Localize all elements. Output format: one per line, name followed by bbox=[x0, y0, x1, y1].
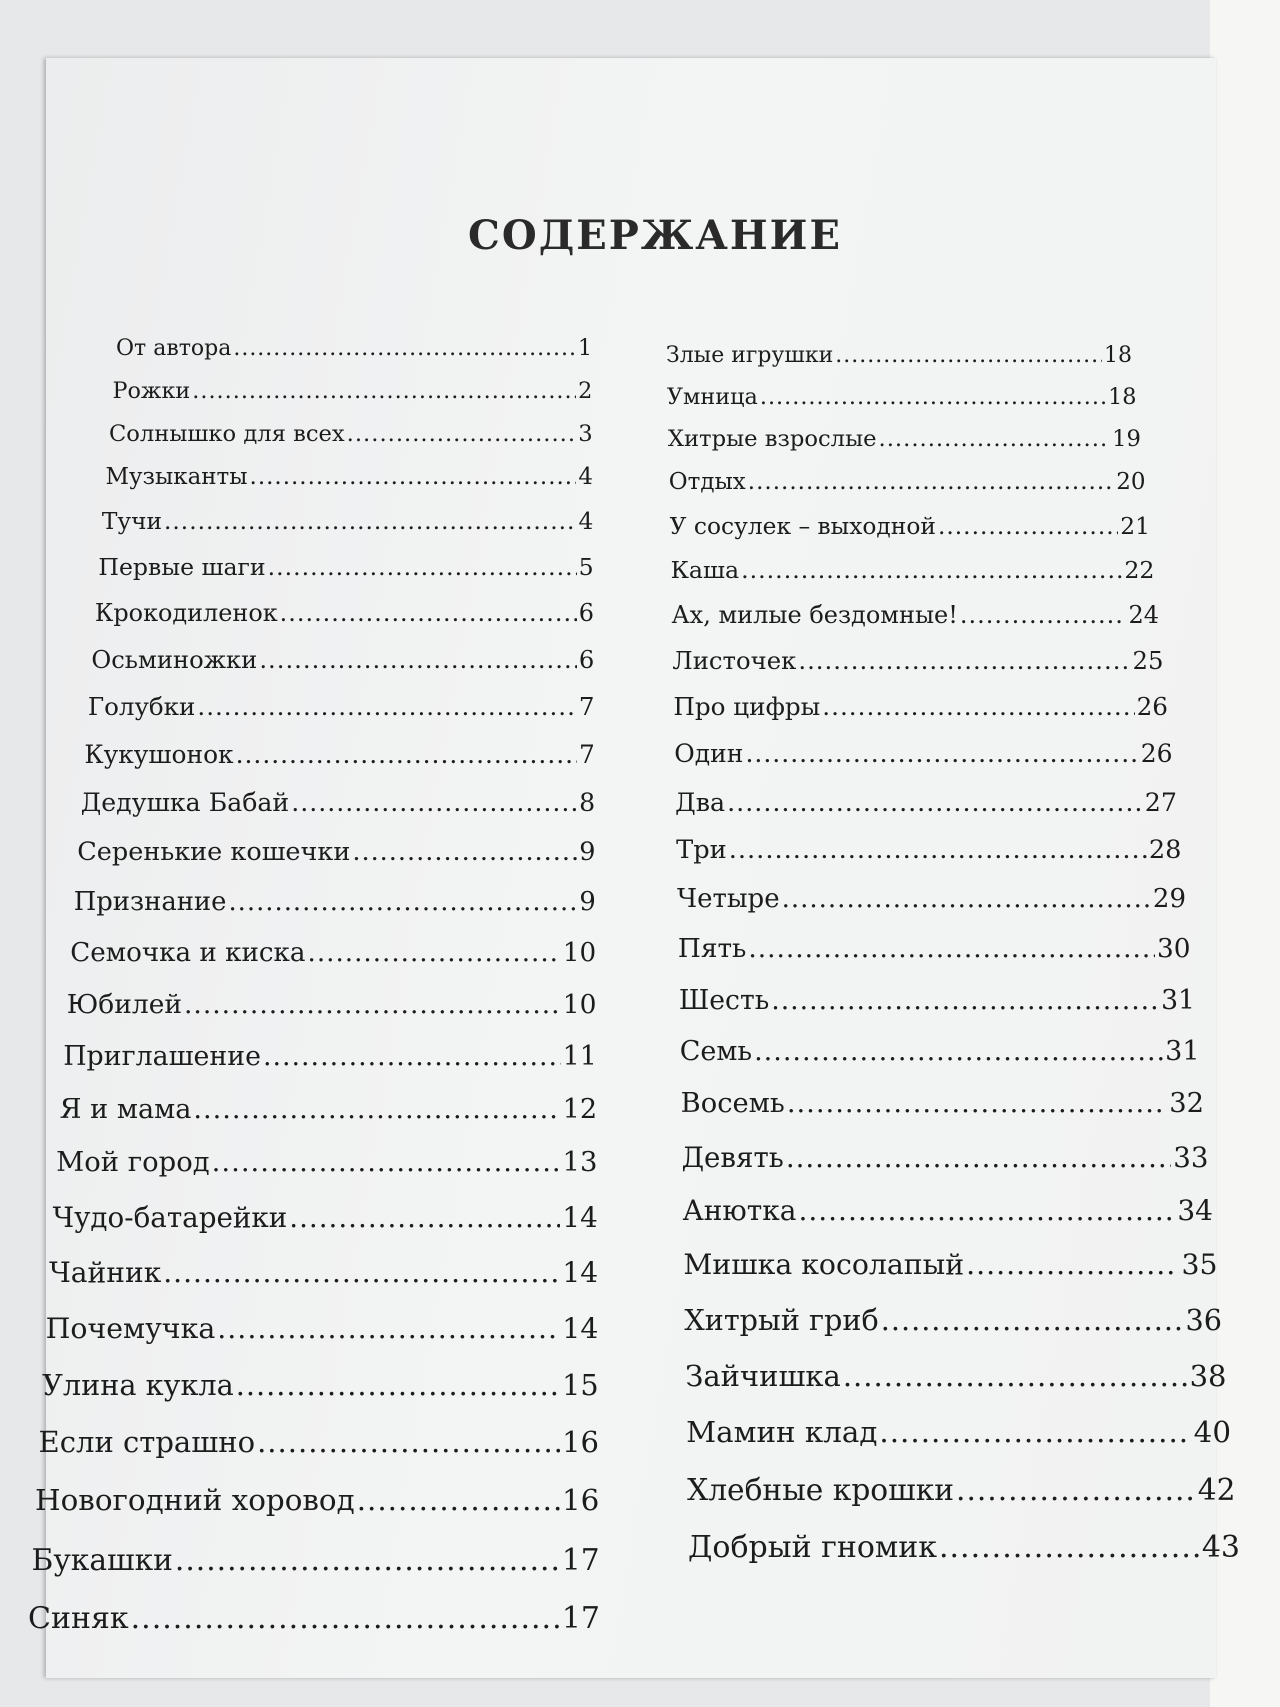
toc-entry bbox=[683, 1248, 1217, 1281]
toc-entry bbox=[668, 426, 1141, 452]
toc-entry-page-number: 36 bbox=[1185, 1303, 1222, 1337]
toc-dot-leader bbox=[741, 556, 1122, 584]
toc-entry-title: Два bbox=[675, 787, 726, 817]
toc-entry-page-number: 5 bbox=[578, 553, 594, 581]
toc-entry-title: Музыканты bbox=[105, 464, 248, 491]
toc-entry bbox=[675, 787, 1177, 817]
toc-entry-title: Отдых bbox=[668, 468, 746, 495]
toc-entry-title: Букашки bbox=[31, 1541, 173, 1577]
toc-entry bbox=[67, 989, 597, 1020]
toc-entry-page-number: 30 bbox=[1156, 934, 1191, 965]
toc-entry bbox=[673, 692, 1168, 721]
toc-entry bbox=[109, 421, 593, 447]
toc-dot-leader bbox=[257, 1425, 560, 1459]
toc-entry bbox=[95, 599, 594, 627]
toc-dot-leader bbox=[748, 469, 1114, 495]
toc-entry-page-number: 33 bbox=[1173, 1140, 1209, 1174]
toc-entry bbox=[84, 740, 595, 769]
toc-entry bbox=[49, 1256, 598, 1289]
toc-dot-leader bbox=[960, 601, 1127, 629]
toc-entry bbox=[666, 343, 1132, 368]
toc-entry bbox=[60, 1094, 597, 1125]
toc-dot-leader bbox=[798, 1194, 1175, 1227]
toc-dot-leader bbox=[192, 378, 576, 404]
toc-dot-leader bbox=[956, 1472, 1196, 1507]
toc-entry bbox=[680, 1036, 1200, 1067]
toc-dot-leader bbox=[879, 426, 1111, 452]
toc-dot-leader bbox=[175, 1542, 560, 1577]
toc-entry-title: Юбилей bbox=[66, 988, 183, 1020]
toc-entry-page-number: 12 bbox=[562, 1093, 598, 1125]
toc-entry-title: Кукушонок bbox=[84, 739, 234, 769]
toc-entry-page-number: 3 bbox=[578, 420, 593, 447]
toc-entry-title: Чудо-батарейки bbox=[52, 1201, 288, 1235]
toc-dot-leader bbox=[347, 421, 577, 447]
toc-dot-leader bbox=[131, 1601, 560, 1636]
toc-entry bbox=[677, 884, 1186, 914]
toc-entry-title: Пять bbox=[677, 934, 747, 965]
toc-entry-page-number: 2 bbox=[578, 377, 593, 404]
toc-entry bbox=[42, 1368, 599, 1402]
toc-entry-page-number: 18 bbox=[1108, 384, 1137, 411]
toc-dot-leader bbox=[729, 835, 1147, 865]
toc-entry-page-number: 40 bbox=[1193, 1414, 1231, 1449]
toc-dot-leader bbox=[164, 508, 576, 535]
toc-dot-leader bbox=[786, 1141, 1171, 1174]
toc-dot-leader bbox=[835, 343, 1102, 368]
toc-entry-title: Семь bbox=[679, 1036, 753, 1067]
toc-entry-page-number: 7 bbox=[579, 739, 595, 769]
toc-entry-title: Первые шаги bbox=[98, 553, 266, 581]
toc-entry-page-number: 8 bbox=[579, 788, 596, 817]
toc-entry bbox=[112, 378, 592, 404]
toc-entry bbox=[688, 1530, 1240, 1565]
toc-entry-title: Мамин клад bbox=[686, 1414, 878, 1449]
toc-entry-page-number: 9 bbox=[579, 837, 596, 868]
toc-entry-page-number: 29 bbox=[1152, 884, 1186, 915]
toc-dot-leader bbox=[352, 837, 577, 867]
toc-entry bbox=[682, 1141, 1209, 1174]
toc-entry-page-number: 16 bbox=[561, 1483, 600, 1518]
toc-dot-leader bbox=[236, 740, 577, 769]
toc-entry-title: Зайчишка bbox=[685, 1358, 841, 1393]
toc-entry-page-number: 6 bbox=[578, 598, 594, 627]
toc-entry-page-number: 38 bbox=[1189, 1358, 1227, 1393]
toc-entry bbox=[70, 938, 596, 968]
toc-entry-title: Хлебные крошки bbox=[687, 1471, 955, 1507]
toc-entry bbox=[74, 887, 596, 917]
toc-entry bbox=[684, 1303, 1222, 1337]
toc-entry bbox=[28, 1601, 600, 1636]
toc-entry-title: Мой город bbox=[56, 1147, 210, 1179]
toc-entry-title: Хитрые взрослые bbox=[667, 426, 877, 453]
toc-entry-page-number: 25 bbox=[1132, 646, 1164, 676]
toc-dot-leader bbox=[163, 1256, 560, 1289]
toc-entry bbox=[53, 1201, 598, 1234]
toc-dot-leader bbox=[754, 1036, 1163, 1067]
toc-entry bbox=[686, 1415, 1231, 1449]
toc-entry-page-number: 14 bbox=[562, 1201, 598, 1235]
toc-entry-title: Восемь bbox=[680, 1087, 785, 1119]
toc-dot-leader bbox=[217, 1312, 560, 1345]
toc-entry-title: Тучи bbox=[101, 508, 163, 536]
toc-entry-title: Умница bbox=[666, 384, 758, 411]
toc-entry-page-number: 10 bbox=[562, 988, 597, 1020]
toc-entry-page-number: 4 bbox=[578, 464, 593, 491]
toc-entry bbox=[35, 1483, 599, 1517]
toc-entry-title: Листочек bbox=[672, 646, 797, 676]
toc-dot-leader bbox=[879, 1415, 1191, 1449]
toc-entry-title: Осьминожки bbox=[91, 644, 258, 674]
toc-entry-title: Каша bbox=[670, 556, 740, 584]
toc-entry bbox=[672, 601, 1160, 629]
toc-entry bbox=[669, 469, 1146, 495]
toc-dot-leader bbox=[289, 1201, 560, 1234]
toc-entry-title: Чайник bbox=[49, 1256, 162, 1290]
toc-entry-page-number: 13 bbox=[562, 1147, 598, 1179]
toc-entry-title: Злые игрушки bbox=[666, 343, 834, 368]
toc-entry bbox=[678, 934, 1191, 964]
toc-entry bbox=[32, 1542, 600, 1577]
toc-entry-page-number: 6 bbox=[578, 644, 595, 674]
toc-entry-page-number: 31 bbox=[1161, 984, 1195, 1016]
toc-entry-title: Девять bbox=[681, 1140, 784, 1174]
toc-entry-page-number: 26 bbox=[1140, 739, 1173, 769]
toc-entry-page-number: 20 bbox=[1116, 468, 1146, 495]
toc-entry bbox=[63, 1041, 597, 1072]
toc-entry-title: Солнышко для всех bbox=[108, 420, 345, 447]
toc-entry-page-number: 14 bbox=[562, 1256, 599, 1290]
toc-dot-leader bbox=[938, 512, 1118, 540]
toc-entry-title: Признание bbox=[73, 887, 227, 918]
toc-entry-title: Четыре bbox=[677, 884, 780, 915]
toc-entry-page-number: 17 bbox=[561, 1601, 600, 1636]
toc-dot-leader bbox=[782, 884, 1151, 914]
toc-entry-page-number: 10 bbox=[562, 937, 597, 968]
toc-entry-title: Голубки bbox=[87, 691, 196, 721]
toc-entry-title: От автора bbox=[116, 336, 232, 361]
toc-dot-leader bbox=[760, 384, 1106, 410]
toc-entry bbox=[77, 837, 595, 867]
toc-dot-leader bbox=[259, 645, 576, 674]
toc-entry-title: Анютка bbox=[682, 1194, 797, 1228]
toc-entry-page-number: 22 bbox=[1124, 556, 1155, 584]
toc-dot-leader bbox=[748, 934, 1155, 964]
toc-entry-title: Новогодний хоровод bbox=[35, 1483, 355, 1518]
toc-entry-page-number: 43 bbox=[1201, 1529, 1240, 1565]
toc-entry-page-number: 31 bbox=[1165, 1036, 1200, 1067]
toc-entry-page-number: 18 bbox=[1104, 343, 1132, 368]
toc-entry-page-number: 9 bbox=[579, 887, 596, 918]
toc-dot-leader bbox=[798, 646, 1130, 675]
toc-entry-page-number: 14 bbox=[562, 1312, 599, 1345]
toc-entry-page-number: 26 bbox=[1136, 692, 1168, 722]
toc-entry-title: Шесть bbox=[678, 984, 770, 1016]
toc-dot-leader bbox=[357, 1483, 560, 1517]
toc-dot-leader bbox=[939, 1530, 1200, 1565]
toc-dot-leader bbox=[280, 599, 577, 627]
toc-dot-leader bbox=[228, 887, 577, 917]
toc-dot-leader bbox=[233, 336, 576, 361]
toc-entry-title: Семочка и киска bbox=[70, 937, 306, 968]
toc-dot-leader bbox=[291, 788, 577, 817]
toc-entry-page-number: 42 bbox=[1197, 1471, 1236, 1507]
toc-entry-page-number: 28 bbox=[1148, 835, 1182, 866]
toc-entry bbox=[672, 646, 1163, 675]
toc-entry bbox=[81, 788, 595, 817]
toc-entry-title: У сосулек – выходной bbox=[669, 511, 936, 540]
toc-entry-page-number: 35 bbox=[1181, 1248, 1218, 1282]
toc-entry-title: Серенькие кошечки bbox=[77, 837, 351, 868]
toc-entry-title: Синяк bbox=[28, 1601, 129, 1636]
toc-entry-page-number: 15 bbox=[562, 1368, 599, 1403]
toc-entry-title: Хитрый гриб bbox=[684, 1303, 879, 1337]
toc-entry bbox=[685, 1359, 1226, 1393]
toc-entry bbox=[681, 1088, 1204, 1119]
toc-entry-title: Приглашение bbox=[63, 1041, 261, 1072]
toc-dot-leader bbox=[212, 1147, 561, 1178]
toc-entry-title: Рожки bbox=[112, 377, 191, 404]
toc-entry-title: Добрый гномик bbox=[688, 1529, 937, 1565]
toc-entry bbox=[98, 553, 593, 581]
toc-entry-title: Три bbox=[676, 835, 727, 866]
toc-entry-page-number: 1 bbox=[578, 336, 592, 361]
toc-entry-page-number: 4 bbox=[578, 508, 594, 536]
toc-entry bbox=[39, 1425, 599, 1459]
toc-dot-leader bbox=[184, 989, 561, 1020]
toc-dot-leader bbox=[787, 1088, 1167, 1119]
toc-entry bbox=[676, 835, 1181, 865]
toc-entry-title: Крокодиленок bbox=[94, 598, 278, 627]
toc-entry-title: Если страшно bbox=[38, 1425, 256, 1460]
toc-entry-title: Ах, милые бездомные! bbox=[671, 600, 958, 629]
page-title: СОДЕРЖАНИЕ bbox=[468, 212, 842, 259]
toc-entry-page-number: 19 bbox=[1112, 426, 1141, 453]
toc-entry-page-number: 27 bbox=[1144, 787, 1177, 817]
toc-dot-leader bbox=[263, 1041, 561, 1072]
toc-entry bbox=[674, 739, 1172, 768]
toc-entry-page-number: 11 bbox=[562, 1041, 597, 1072]
toc-entry-page-number: 16 bbox=[562, 1425, 600, 1460]
toc-dot-leader bbox=[745, 739, 1138, 768]
toc-entry bbox=[116, 336, 592, 361]
toc-dot-leader bbox=[822, 692, 1134, 721]
toc-dot-leader bbox=[197, 692, 577, 721]
toc-entry bbox=[667, 384, 1137, 410]
toc-entry-page-number: 21 bbox=[1120, 511, 1150, 540]
toc-entry-title: Почемучка bbox=[45, 1312, 216, 1345]
toc-entry bbox=[687, 1472, 1235, 1507]
toc-entry bbox=[670, 512, 1150, 540]
toc-entry-page-number: 17 bbox=[561, 1541, 600, 1577]
toc-entry-title: Про цифры bbox=[673, 692, 821, 722]
toc-dot-leader bbox=[771, 985, 1159, 1016]
toc-entry bbox=[683, 1194, 1214, 1227]
toc-entry-title: Я и мама bbox=[59, 1093, 192, 1125]
toc-entry bbox=[88, 692, 595, 721]
toc-entry-title: Улина кукла bbox=[42, 1368, 234, 1403]
toc-entry-title: Дедушка Бабай bbox=[80, 788, 290, 817]
toc-entry bbox=[105, 464, 593, 490]
toc-entry-page-number: 34 bbox=[1177, 1194, 1213, 1228]
toc-entry-page-number: 32 bbox=[1169, 1087, 1204, 1119]
toc-dot-leader bbox=[193, 1094, 560, 1125]
toc-entry bbox=[56, 1147, 597, 1178]
toc-entry-page-number: 7 bbox=[578, 691, 595, 721]
toc-entry bbox=[679, 985, 1195, 1016]
toc-dot-leader bbox=[966, 1248, 1179, 1281]
toc-entry bbox=[102, 508, 593, 535]
toc-dot-leader bbox=[268, 553, 577, 581]
toc-entry bbox=[671, 556, 1155, 584]
toc-dot-leader bbox=[727, 787, 1143, 817]
toc-dot-leader bbox=[881, 1303, 1184, 1337]
toc-entry-title: Один bbox=[674, 739, 744, 769]
toc-entry-title: Мишка косолапый bbox=[683, 1248, 965, 1282]
toc-entry bbox=[91, 645, 594, 674]
toc-dot-leader bbox=[250, 464, 577, 490]
toc-entry-page-number: 24 bbox=[1128, 600, 1159, 629]
toc-dot-leader bbox=[236, 1368, 560, 1402]
toc-dot-leader bbox=[843, 1359, 1188, 1393]
toc-entry bbox=[46, 1312, 599, 1345]
toc-dot-leader bbox=[308, 938, 561, 968]
